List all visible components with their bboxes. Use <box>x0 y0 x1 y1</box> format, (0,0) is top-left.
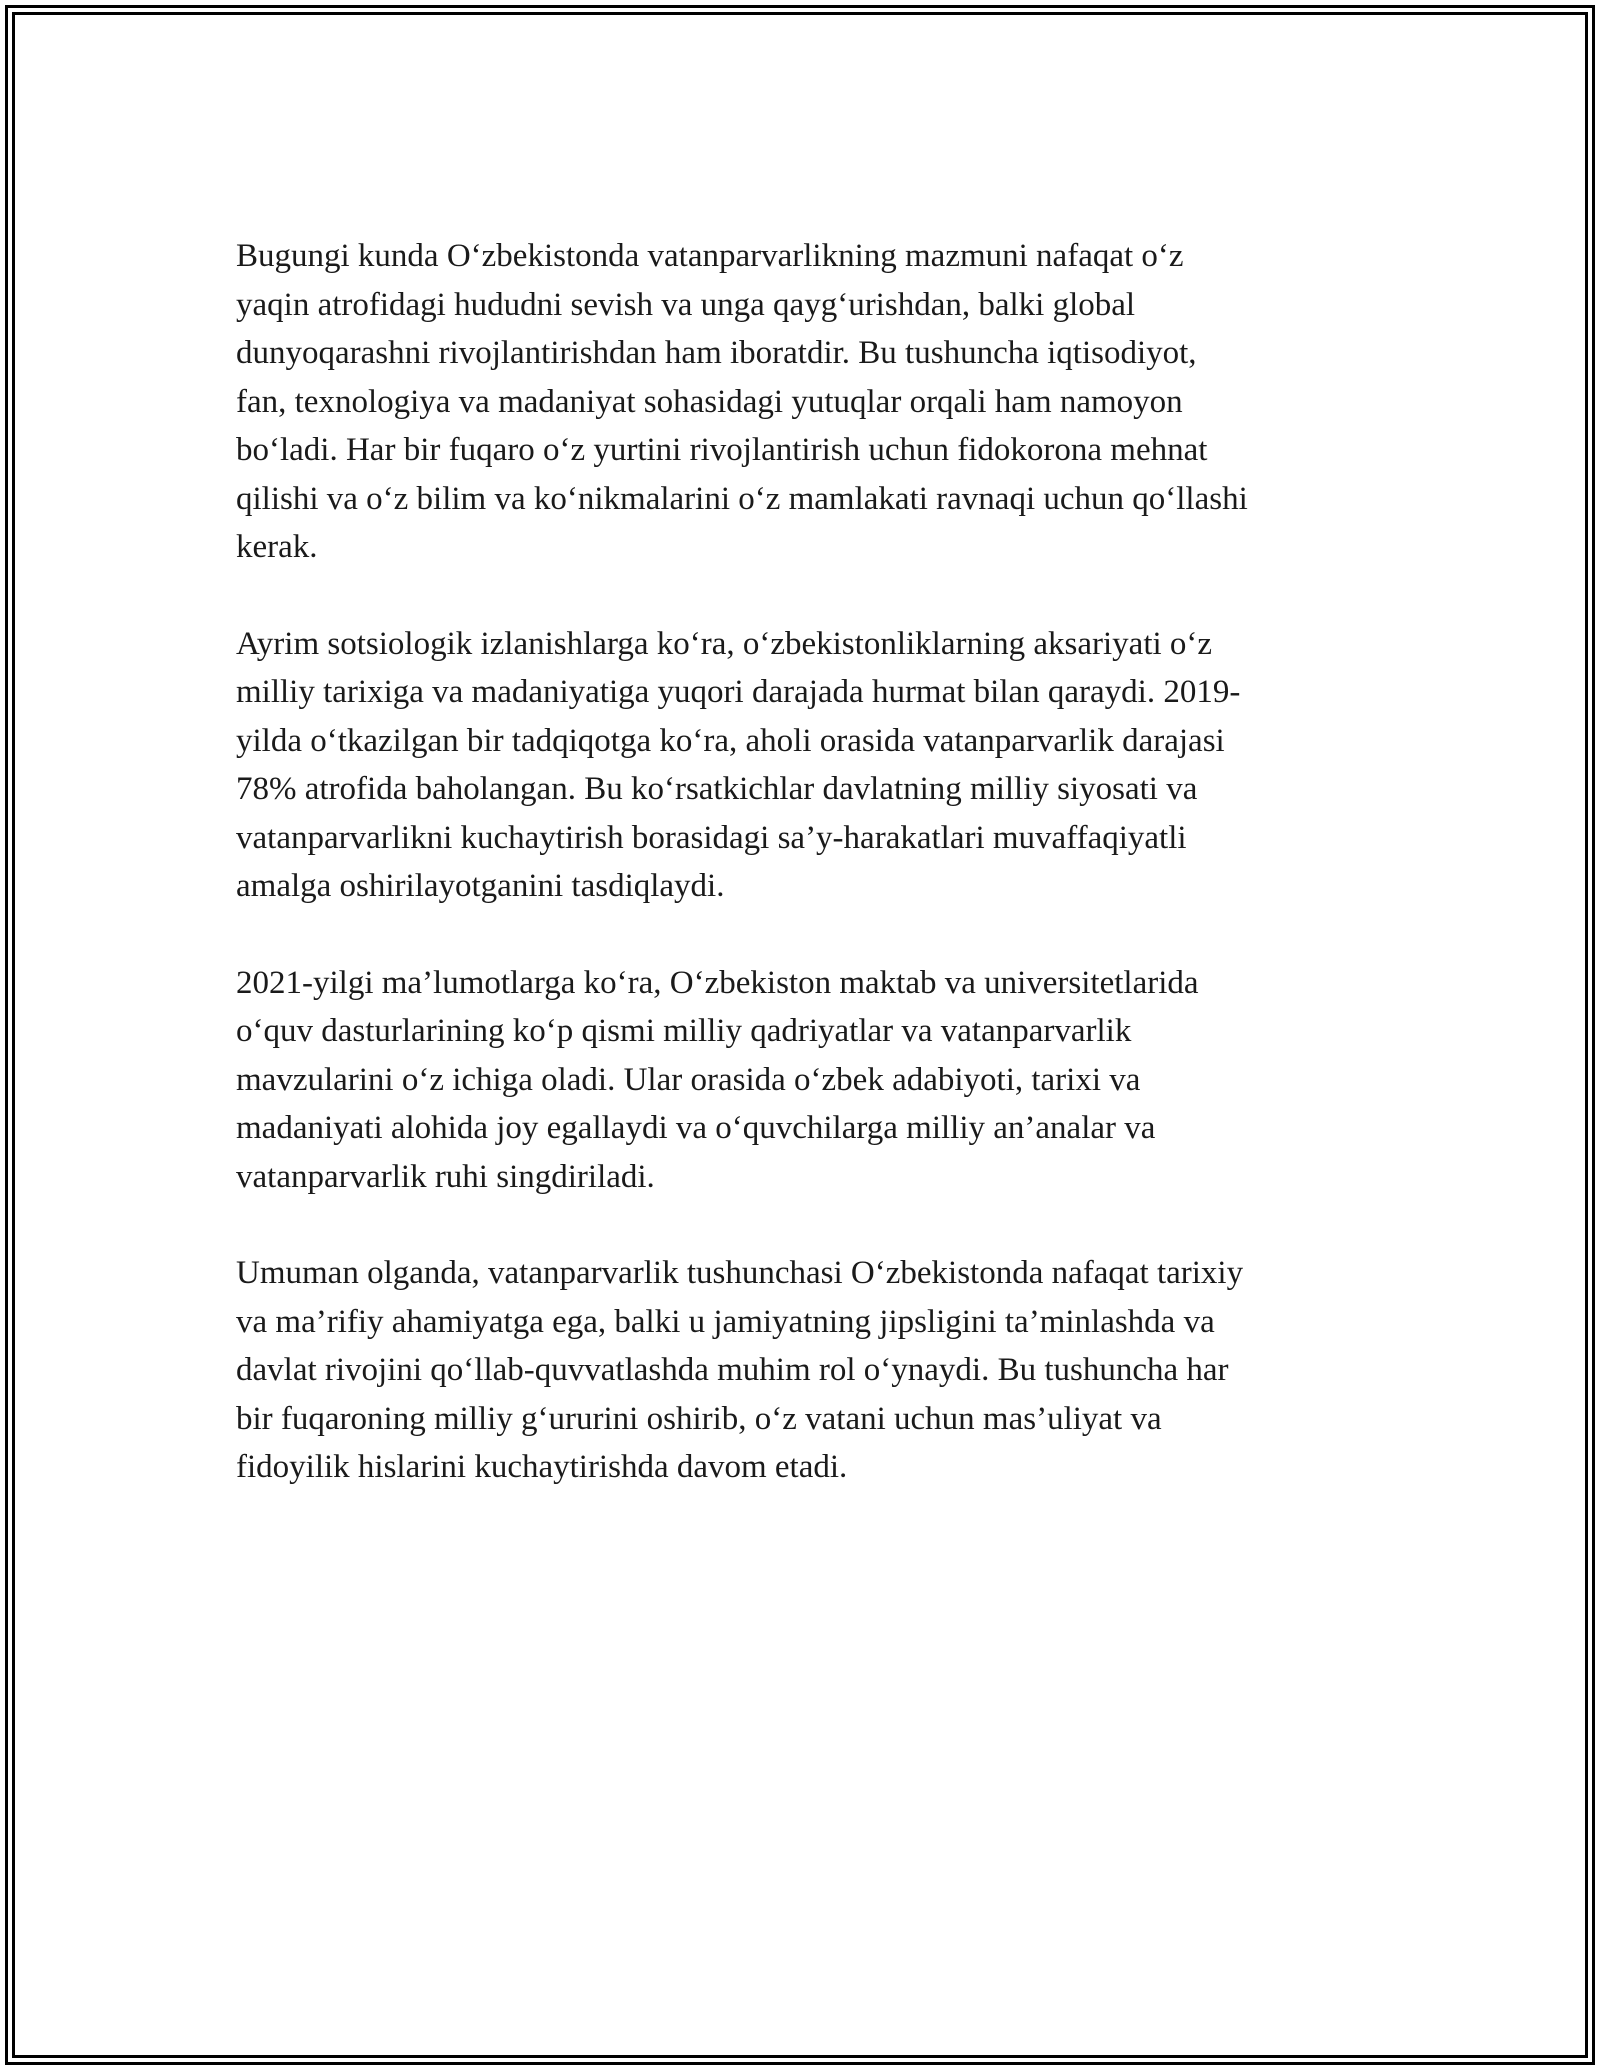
paragraph-2: Ayrim sotsiologik izlanishlarga ko‘ra, o‘zbekistonliklarning aksariyati o‘z milliy tarixiga va madaniyatiga yuqori darajada hurmat bilan qaraydi. 2019- yilda o‘tkazilgan bir tadqiqotga ko‘ra, aholi orasida vatanparvarlik darajasi 78% atrofida baholangan. Bu ko‘rsatkichlar davlatning milliy siyosati va vatanparvarlikni kuchaytirish borasidagi sa’y-harakatlari muvaffaqiyatli amalga oshirilayotganini tasdiqlaydi. <box>236 625 1241 904</box>
paragraph-1: Bugungi kunda O‘zbekistonda vatanparvarlikning mazmuni nafaqat o‘z yaqin atrofidagi hududni sevish va unga qayg‘urishdan, balki global dunyoqarashni rivojlantirishdan ham iboratdir. Bu tushuncha iqtisodiyot, fan, texnologiya va madaniyat sohasidagi yutuqlar orqali ham namoyon bo‘ladi. Har bir fuqaro o‘z yurtini rivojlantirish uchun fidokorona mehnat qilishi va o‘z bilim va ko‘nikmalarini o‘z mamlakati ravnaqi uchun qo‘llashi kerak. <box>236 238 1248 565</box>
paragraph-4: Umuman olganda, vatanparvarlik tushunchasi O‘zbekistonda nafaqat tarixiy va ma’rifiy ahamiyatga ega, balki u jamiyatning jipsligini ta’minlashda va davlat rivojini qo‘llab-quvvatlashda muhim rol o‘ynaydi. Bu tushuncha har bir fuqaroning milliy g‘ururini oshirib, o‘z vatani uchun mas’uliyat va fidoyilik hislarini kuchaytirishda davom etadi. <box>236 1255 1244 1485</box>
paragraph-3: 2021-yilgi ma’lumotlarga ko‘ra, O‘zbekiston maktab va universitetlarida o‘quv dasturlarining ko‘p qismi milliy qadriyatlar va vatanparvarlik mavzularini o‘z ichiga oladi. Ular orasida o‘zbek adabiyoti, tarixi va madaniyati alohida joy egallaydi va o‘quvchilarga milliy an’analar va vatanparvarlik ruhi singdiriladi. <box>236 964 1199 1195</box>
document-body <box>236 232 1376 1540</box>
